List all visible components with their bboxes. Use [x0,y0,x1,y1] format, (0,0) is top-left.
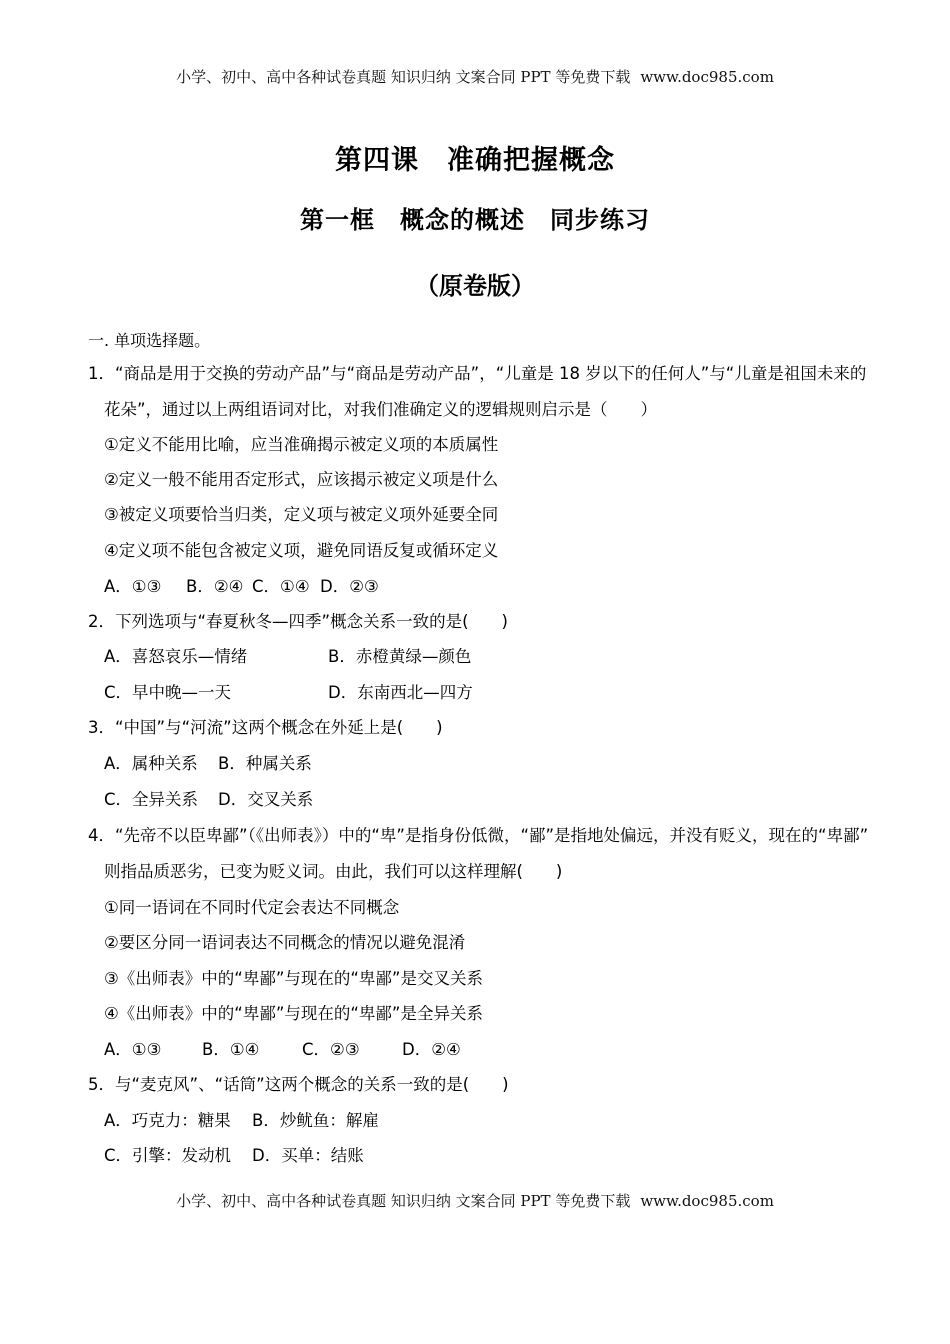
question-2-option-c[interactable]: C．早中晚—一天 [104,683,232,702]
footer-text: 小学、初中、高中各种试卷真题 知识归纳 文案合同 PPT 等免费下载 [176,1192,631,1210]
question-5-option-b[interactable]: B．炒鱿鱼：解雇 [252,1111,379,1130]
question-1-stem-cont: 花朵”，通过以上两组语词对比，对我们准确定义的逻辑规则启示是（ ） [104,400,658,419]
question-5-option-a[interactable]: A．巧克力：糖果 [104,1111,231,1130]
section-subtitle: 第一框 概念的概述 同步练习 [300,206,650,234]
question-4-option-a[interactable]: A．①③ [104,1040,162,1059]
question-4-statement-4: ④《出师表》中的“卑鄙”与现在的“卑鄙”是全异关系 [104,1004,483,1023]
question-2-option-a[interactable]: A．喜怒哀乐—情绪 [104,647,248,666]
header-site[interactable]: www.doc985.com [640,68,774,86]
question-4-stem-cont: 则指品质恶劣，已变为贬义词。由此，我们可以这样理解( ) [104,862,563,881]
question-4-statement-1: ①同一语词在不同时代定会表达不同概念 [104,898,400,917]
question-5-stem: 5．与“麦克风”、“话筒”这两个概念的关系一致的是( ) [88,1075,509,1094]
question-4-stem: 4．“先帝不以臣卑鄙”（《出师表》）中的“卑”是指身份低微，“鄙”是指地处偏远，并没有贬义，现在的“卑鄙” [88,826,869,845]
question-5-option-d[interactable]: D．买单：结账 [252,1146,364,1165]
question-4-statement-2: ②要区分同一语词表达不同概念的情况以避免混淆 [104,933,466,952]
footer-site[interactable]: www.doc985.com [640,1192,774,1210]
question-5-option-c[interactable]: C．引擎：发动机 [104,1146,232,1165]
question-4-option-b[interactable]: B．①④ [202,1040,260,1059]
question-1-statement-3: ③被定义项要恰当归类，定义项与被定义项外延要全同 [104,505,499,524]
question-3-option-b[interactable]: B．种属关系 [218,754,312,773]
question-1-option-a[interactable]: A．①③ [104,577,162,596]
question-4-option-c[interactable]: C．②③ [302,1040,360,1059]
section-heading: 一. 单项选择题。 [88,331,211,350]
page-header [0,66,950,87]
question-2-stem: 2．下列选项与“春夏秋冬—四季”概念关系一致的是( ) [88,612,508,631]
page-footer [0,1190,950,1211]
question-1-stem: 1．“商品是用于交换的劳动产品”与“商品是劳动产品”，“儿童是 18 岁以下的任何人”与“儿童是祖国未来的 [88,364,867,383]
question-3-option-d[interactable]: D．交叉关系 [218,790,314,809]
lesson-title: 第四课 准确把握概念 [335,145,615,176]
question-3-stem: 3．“中国”与“河流”这两个概念在外延上是( ) [88,718,443,737]
question-1-option-b[interactable]: B．②④ [186,577,244,596]
question-3-option-c[interactable]: C．全异关系 [104,790,199,809]
version-label: （原卷版） [415,272,535,300]
question-4-option-d[interactable]: D．②④ [402,1040,461,1059]
question-1-statement-2: ②定义一般不能用否定形式，应该揭示被定义项是什么 [104,470,499,489]
question-1-statement-1: ①定义不能用比喻，应当准确揭示被定义项的本质属性 [104,435,499,454]
question-1-statement-4: ④定义项不能包含被定义项，避免同语反复或循环定义 [104,541,499,560]
question-2-option-b[interactable]: B．赤橙黄绿—颜色 [328,647,472,666]
question-4-statement-3: ③《出师表》中的“卑鄙”与现在的“卑鄙”是交叉关系 [104,969,483,988]
question-2-option-d[interactable]: D．东南西北—四方 [328,683,473,702]
question-1-option-d[interactable]: D．②③ [320,577,379,596]
header-text: 小学、初中、高中各种试卷真题 知识归纳 文案合同 PPT 等免费下载 [176,68,631,86]
question-3-option-a[interactable]: A．属种关系 [104,754,198,773]
question-1-option-c[interactable]: C．①④ [252,577,310,596]
